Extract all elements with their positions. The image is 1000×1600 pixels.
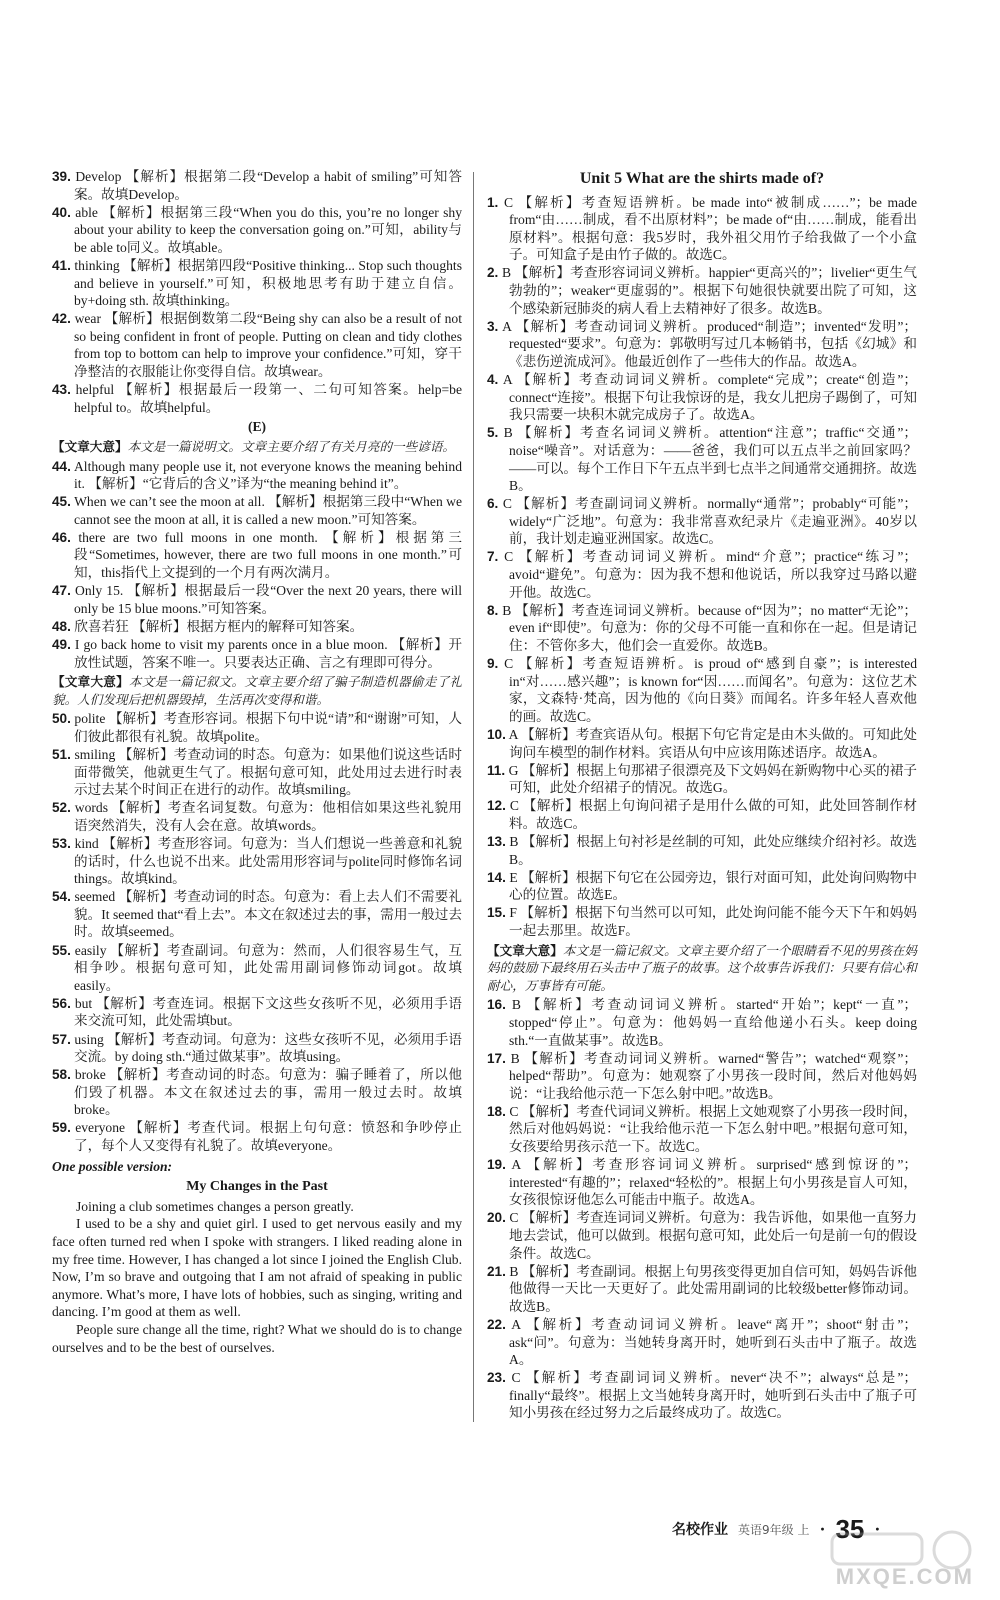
answer-number: 8. <box>487 602 499 618</box>
answer-number: 46. <box>52 529 71 545</box>
answer-item <box>52 888 462 941</box>
answer-item <box>52 529 462 582</box>
answer-item <box>52 168 462 203</box>
answer-text: there are two full moons in one month. 【解析】根据第三段“Sometimes, however, there are two full moons in one month.”可知，this指代上文提到的一个月有两次满月。 <box>74 529 462 581</box>
answer-text: C 【解析】考查副词词义辨析。never“决不”；always“总是”；finally“最终”。根据上文当她转身离开时，她听到石头击中了瓶子可知小男孩在经过努力之后最终成功了。故选C。 <box>509 1370 917 1421</box>
page-number: 35 <box>835 1513 865 1544</box>
watermark-logo <box>812 1528 980 1594</box>
answer-text: A 【解析】考查形容词词义辨析。surprised“感到惊讶的”；interested“有趣的”；relaxed“轻松的”。根据上句小男孩是盲人可知，女孩很惊讶他怎么可能击中瓶子。故选A。 <box>509 1157 917 1208</box>
answer-number: 50. <box>52 711 71 727</box>
answer-text: When we can’t see the moon at all. 【解析】根据第三段中“When we cannot see the moon at all, it is called a new moon.”可知答案。 <box>74 494 463 527</box>
answer-number: 9. <box>487 656 499 672</box>
answer-number: 54. <box>52 889 71 905</box>
answer-number: 21. <box>487 1263 506 1279</box>
footer-grade: 英语9年级 上 <box>738 1522 810 1537</box>
answer-number: 7. <box>487 549 499 565</box>
answer-number: 10. <box>487 726 506 742</box>
answer-item <box>487 833 917 868</box>
answer-number: 17. <box>487 1050 506 1066</box>
answer-number: 3. <box>487 318 499 334</box>
answer-text: easily 【解析】考查副词。句意为：然而，人们很容易生气，互相争吵。根据句意可知，此处需用副词修饰动词got。故填easily。 <box>74 942 462 993</box>
answer-text: A 【解析】考查宾语从句。根据下句它肯定是由木头做的。可知此处询问车模型的制作材料。宾语从句中应该用陈述语序。故选A。 <box>508 726 917 760</box>
footer-dot-2: · <box>874 1518 881 1539</box>
answers-50-59 <box>52 710 462 1154</box>
answer-item <box>487 726 917 761</box>
answer-item <box>52 257 462 310</box>
answer-text: A 【解析】考查动词词义辨析。leave“离开”；shoot“射击”；ask“问”。句意为：当她转身离开时，她听到石头击中了瓶子。故选A。 <box>509 1317 917 1368</box>
answer-item <box>487 904 917 939</box>
answer-item <box>52 582 462 617</box>
answer-text: seemed 【解析】考查动词的时态。句意为：看上去人们不需要礼貌。It seemed that“看上去”。本文在叙述过去的事，需用一般过去时。故填seemed。 <box>74 889 462 940</box>
answer-text: G 【解析】根据上句那裙子很漂亮及下文妈妈在新购物中心买的裙子可知，此处介绍裙子的情况。故选G。 <box>508 762 917 796</box>
answer-item <box>487 996 917 1049</box>
left-column <box>52 168 462 1356</box>
answer-text: E 【解析】根据下句它在公园旁边，银行对面可知，此处询问购物中心的位置。故选E。 <box>509 869 918 903</box>
answer-text: smiling 【解析】考查动词的时态。句意为：如果他们说这些话时面带微笑，他就更生气了。根据句意可知，此处用过去进行时表示过去某个时间正在进行的动作。故填smiling。 <box>74 747 462 798</box>
answer-text: 欣喜若狂 【解析】根据方框内的解释可知答案。 <box>74 618 364 634</box>
answer-item <box>487 1316 917 1369</box>
answer-number: 40. <box>52 204 71 220</box>
answer-number: 59. <box>52 1120 71 1136</box>
answer-number: 23. <box>487 1370 506 1386</box>
answer-number: 16. <box>487 997 506 1013</box>
answer-text: everyone 【解析】考查代词。根据上句句意：愤怒和争吵停止了，每个人又变得有礼貌了。故填everyone。 <box>74 1120 462 1154</box>
answer-item <box>52 618 462 636</box>
answer-item <box>52 1031 462 1066</box>
answer-number: 58. <box>52 1067 71 1083</box>
summary-e <box>52 438 462 456</box>
answer-text: A 【解析】考查动词词义辨析。complete“完成”；create“创造”；connect“连接”。根据下句让我惊讶的是，我女儿把房子踢倒了，可知我只需要一块积木就完成房子了。故选A。 <box>502 372 917 423</box>
answer-item <box>52 310 462 380</box>
summary-f-text: 本文是一篇记叙文。文章主要介绍了骗子制造机器偷走了礼貌。人们发现后把机器毁掉，生活再次变得和谐。 <box>52 674 463 707</box>
essay-paragraph: I used to be a shy and quiet girl. I used to get nervous easily and my face often turned red when I spoke with strangers. I liked reading alone in my free time. However, I has changed a lot since I joined the English Club. Now, I’m so brave and outgoing that I am not afraid of speaking in public anymore. What’s more, I have lots of hobbies, such as singing, writing and dancing. I’m good at them as well. <box>52 1216 462 1320</box>
answer-text: I go back home to visit my parents once in a blue moon. 【解析】开放性试题，答案不唯一。只要表达正确、言之有理即可得分。 <box>74 636 462 670</box>
answer-number: 14. <box>487 869 506 885</box>
answer-item <box>52 995 462 1030</box>
summary-e-text: 本文是一篇说明文。文章主要介绍了有关月亮的一些谚语。 <box>127 438 455 454</box>
answer-item <box>487 1103 917 1156</box>
answer-text: helpful 【解析】根据最后一段第一、二句可知答案。help=be helpful to。故填helpful。 <box>74 382 462 415</box>
answer-number: 44. <box>52 458 71 474</box>
answer-item <box>52 1119 462 1154</box>
answer-item <box>52 942 462 995</box>
answer-number: 18. <box>487 1103 506 1119</box>
answer-text: B 【解析】考查副词。根据上句男孩变得更加自信可知，妈妈告诉他他做得一天比一天更好了。此处需用副词的比较级better修饰动词。故选B。 <box>509 1263 917 1314</box>
answer-item <box>52 799 462 834</box>
answer-number: 41. <box>52 257 71 273</box>
answer-item <box>52 204 462 257</box>
answer-number: 4. <box>487 372 499 388</box>
answer-number: 11. <box>487 762 506 778</box>
answer-item <box>487 371 917 424</box>
summary-e-label: 【文章大意】 <box>52 438 128 454</box>
answer-number: 1. <box>487 194 499 210</box>
answer-item <box>487 1263 917 1316</box>
answer-item <box>487 762 917 797</box>
column-divider <box>473 172 474 1422</box>
answer-item <box>487 1209 917 1262</box>
answer-text: C 【解析】根据上句询问裙子是用什么做的可知，此处回答制作材料。故选C。 <box>509 798 917 831</box>
answer-text: C 【解析】考查动词词义辨析。mind“介意”；practice“练习”；avoid“避免”。句意为：因为我不想和他说话，所以我穿过马路以避开他。故选C。 <box>504 549 917 600</box>
answer-text: able 【解析】根据第三段“When you do this, you’re no longer shy about your ability to keep the conversation going on.”可知，ability与be able to同义。故填able。 <box>74 204 463 255</box>
answer-text: thinking 【解析】根据第四段“Positive thinking... Stop such thoughts and believe in yourself.”可知，积极地思考有助于建立自信。by+doing sth. 故填thinking。 <box>74 257 462 309</box>
answer-item <box>52 636 462 671</box>
answer-item <box>487 1050 917 1103</box>
answer-text: B 【解析】考查动词词义辨析。warned“警告”；watched“观察”；helped“帮助”。句意为：她观察了小男孩一段时间，然后对他妈妈说：“让我给他示范一下怎么射中吧。”故选B。 <box>509 1050 917 1101</box>
answer-text: A 【解析】考查动词词义辨析。produced“制造”；invented“发明”；requested“要求”。句意为：郭敬明写过几本畅销书，包括《幻城》和《悲伤逆流成河》。他最近创作了一些伟大的作品。故选A。 <box>502 318 917 369</box>
answer-text: wear 【解析】根据倒数第二段“Being shy can also be a result of not so being confident in front of people. Putting on clean and tidy clothes from top to bottom can help to improve your confidence.”可知，穿干净整洁的衣服能让你变得自信。故填wear。 <box>74 311 462 380</box>
answer-text: polite 【解析】考查形容词。根据下句中说“请”和“谢谢”可知，人们彼此都很有礼貌。故填polite。 <box>74 711 462 744</box>
answer-item <box>487 194 917 264</box>
answer-text: B 【解析】考查动词词义辨析。started“开始”；kept“一直”；stopped“停止”。句意为：他妈妈一直给他递小石头。keep doing sth.“一直做某事”。故选B。 <box>509 997 917 1048</box>
answer-text: B 【解析】根据上句衬衫是丝制的可知，此处应继续介绍衬衫。故选B。 <box>509 833 917 867</box>
answer-text: broke 【解析】考查动词的时态。句意为：骗子睡着了，所以他们毁了机器。本文在叙述过去的事，需用一般过去时。故填broke。 <box>74 1067 462 1118</box>
summary-unit5 <box>487 942 917 995</box>
answer-text: B 【解析】考查名词词义辨析。attention“注意”；traffic“交通”；noise“噪音”。对话意为：——爸爸，我们可以五点半之前回家吗？——可以。每个工作日下午五点半到七点半之间通常交通拥挤。故选B。 <box>503 425 917 494</box>
watermark-text: MXQE.COM <box>835 1564 974 1589</box>
answer-number: 12. <box>487 798 506 814</box>
answer-number: 47. <box>52 583 71 599</box>
answer-text: C 【解析】考查短语辨析。is proud of“感到自豪”；is interested in“对……感兴趣”；is known for“因……而闻名”。句意为：这位艺术家，文森特·梵高，因为他的《向日葵》而闻名。许多年轻人喜欢他的画。故选C。 <box>504 656 917 724</box>
answer-text: Develop 【解析】根据第二段“Develop a habit of smiling”可知答案。故填Develop。 <box>74 169 462 202</box>
essay-paragraph: Joining a club sometimes changes a person greatly. <box>76 1198 354 1214</box>
answer-item <box>52 746 462 799</box>
answer-number: 5. <box>487 425 499 441</box>
answer-number: 55. <box>52 942 71 958</box>
answer-number: 13. <box>487 833 506 849</box>
answer-number: 20. <box>487 1210 506 1226</box>
essay-body <box>52 1198 462 1356</box>
summary-unit5-label: 【文章大意】 <box>487 942 563 958</box>
answer-number: 48. <box>52 618 71 634</box>
answer-number: 56. <box>52 995 71 1011</box>
answer-item <box>487 797 917 832</box>
summary-f-label: 【文章大意】 <box>52 674 129 690</box>
answer-number: 22. <box>487 1317 506 1332</box>
answer-number: 6. <box>487 496 499 512</box>
answer-item <box>52 381 462 416</box>
summary-unit5-text: 本文是一篇记叙文。文章主要介绍了一个眼睛看不见的男孩在妈妈的鼓励下最终用石头击中了瓶子的故事。这个故事告诉我们：只要有信心和耐心，万事皆有可能。 <box>487 942 918 993</box>
answers-1-15 <box>487 194 917 940</box>
answer-item <box>487 602 917 655</box>
answer-text: F 【解析】根据下句当然可以可知，此处询问能不能今天下午和妈妈一起去那里。故选F。 <box>509 905 917 938</box>
answer-item <box>487 318 917 371</box>
answer-item <box>52 493 462 528</box>
answer-number: 51. <box>52 747 71 762</box>
essay-title: My Changes in the Past <box>186 1179 328 1195</box>
answer-text: using 【解析】考查动词。句意为：这些女孩听不见，必须用手语交流。by doing sth.“通过做某事”。故填using。 <box>74 1031 462 1065</box>
answer-item <box>487 495 917 548</box>
answer-item <box>487 869 917 904</box>
answer-number: 42. <box>52 311 71 327</box>
answer-item <box>52 835 462 888</box>
answer-number: 2. <box>487 265 499 281</box>
answers-39-43 <box>52 168 462 416</box>
answer-text: kind 【解析】考查形容词。句意为：当人们想说一些善意和礼貌的话时，什么也说不出来。此处需用形容词与polite同时修饰名词things。故填kind。 <box>74 835 462 887</box>
answers-16-23 <box>487 996 917 1422</box>
answer-number: 45. <box>52 494 71 510</box>
answer-item <box>52 458 462 493</box>
answer-text: Only 15. 【解析】根据最后一段“Over the next 20 years, there will only be 15 blue moons.”可知答案。 <box>74 583 462 616</box>
answer-text: words 【解析】考查名词复数。句意为：他相信如果这些礼貌用语突然消失，没有人会在意。故填words。 <box>74 800 463 833</box>
answer-item <box>487 1156 917 1209</box>
essay-paragraph: People sure change all the time, right? What we should do is to change ourselves and to be the best of ourselves. <box>52 1322 462 1355</box>
answer-item <box>52 710 462 745</box>
answers-44-49 <box>52 458 462 672</box>
answer-item <box>487 424 917 494</box>
answer-number: 49. <box>52 636 71 652</box>
right-column <box>487 168 917 1423</box>
answer-number: 43. <box>52 382 71 398</box>
answer-text: C 【解析】考查连词词义辨析。句意为：我告诉他，如果他一直努力地去尝试，他可以做到。根据句意可知，此处后一句是前一句的假设条件。故选C。 <box>509 1210 917 1261</box>
footer-brand: 名校作业 <box>672 1522 728 1538</box>
answer-text: C 【解析】考查副词词义辨析。normally“通常”；probably“可能”；widely“广泛地”。句意为：我非常喜欢纪录片《走遍亚洲》。40岁以前，我计划走遍亚洲国家。故选C。 <box>502 496 917 547</box>
answer-item <box>487 264 917 317</box>
footer-dot: · <box>819 1518 826 1539</box>
answer-number: 39. <box>52 169 71 184</box>
answer-number: 57. <box>52 1031 71 1047</box>
version-label: One possible version: <box>52 1158 173 1174</box>
answer-text: C 【解析】考查短语辨析。be made into“被制成……”；be made from“由……制成，看不出原材料”；be made of“由……制成，能看出原材料”。根据句意：我5岁时，我外祖父用竹子给我做了一个小盒子。可知盒子是由竹子做的。故选C。 <box>503 194 917 263</box>
answer-text: Although many people use it, not everyone knows the meaning behind it. 【解析】“它背后的含义”译为“the meaning behind it”。 <box>73 458 462 492</box>
answer-text: B 【解析】考查连词词义辨析。because of“因为”；no matter“无论”；even if“即使”。句意为：你的父母不可能一直和你在一起。但是请记住：不管你多大，他们会一直爱你。故选B。 <box>502 602 917 653</box>
answer-item <box>487 548 917 601</box>
answer-text: but 【解析】考查连词。根据下文这些女孩听不见，必须用手语来交流可知，此处需填but。 <box>74 995 462 1029</box>
answer-number: 19. <box>487 1157 506 1173</box>
answer-item <box>487 655 917 725</box>
summary-f <box>52 673 462 708</box>
answer-number: 15. <box>487 905 506 921</box>
answer-text: C 【解析】考查代词词义辨析。根据上文她观察了小男孩一段时间，然后对他妈妈说：“让我给他示范一下怎么射中吧。”根据句意可知，女孩要给男孩示范一下。故选C。 <box>509 1103 917 1155</box>
answer-item <box>52 1066 462 1119</box>
unit-title: Unit 5 What are the shirts made of? <box>579 170 825 187</box>
section-e-label: (E) <box>247 419 267 435</box>
answer-number: 52. <box>52 800 71 816</box>
answer-text: B 【解析】考查形容词词义辨析。happier“更高兴的”；livelier“更生气勃勃的”；weaker“更虚弱的”。根据下句她很快就要出院了可知，这个感染新冠肺炎的病人看上去精神好了很多。故选B。 <box>502 265 917 316</box>
answer-item <box>487 1369 917 1422</box>
answer-number: 53. <box>52 835 71 851</box>
